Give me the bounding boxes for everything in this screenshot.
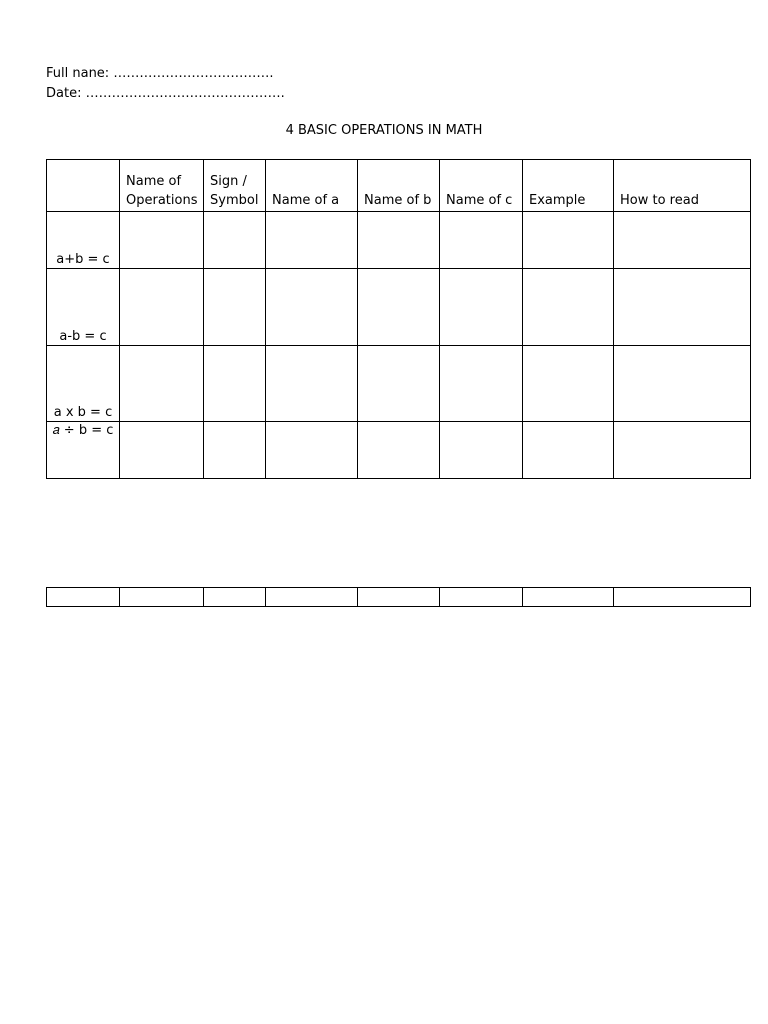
- table-cell: [358, 588, 440, 607]
- row-label-addition: a+b = c: [47, 212, 120, 269]
- table-row-multiplication: [47, 346, 751, 422]
- table-cell: [47, 588, 120, 607]
- table-cell: [120, 422, 204, 479]
- table-cell: [358, 422, 440, 479]
- table-cell: [614, 346, 751, 422]
- date-line: Date: ……………………………………….: [46, 86, 285, 101]
- table-cell: [614, 212, 751, 269]
- table-cell: [614, 269, 751, 346]
- header-cell-name-of-operations: Name of Operations: [120, 160, 204, 212]
- header-cell-name-of-b: Name of b: [358, 160, 440, 212]
- table-cell: [266, 422, 358, 479]
- table-cell: [204, 588, 266, 607]
- row-label-division: 𝑎 ÷ b = c: [47, 422, 120, 479]
- blank-table: [46, 587, 751, 607]
- table-cell: [614, 422, 751, 479]
- table-cell: [266, 269, 358, 346]
- table-cell: [204, 346, 266, 422]
- table-cell: [440, 588, 523, 607]
- header-cell-name-of-a: Name of a: [266, 160, 358, 212]
- table-row-division: [47, 422, 751, 479]
- page-title: 4 BASIC OPERATIONS IN MATH: [285, 123, 483, 138]
- table-cell: [614, 588, 751, 607]
- header-cell-blank: [47, 160, 120, 212]
- row-label-multiplication: a x b = c: [47, 346, 120, 422]
- table-cell: [266, 346, 358, 422]
- blank-table-row: [47, 588, 751, 607]
- table-cell: [204, 212, 266, 269]
- operations-table: [46, 159, 751, 479]
- table-cell: [358, 346, 440, 422]
- table-cell: [204, 422, 266, 479]
- header-cell-example: Example: [523, 160, 614, 212]
- table-cell: [440, 212, 523, 269]
- table-header-row: [47, 160, 751, 212]
- table-cell: [120, 346, 204, 422]
- table-cell: [440, 422, 523, 479]
- table-cell: [523, 346, 614, 422]
- table-cell: [120, 588, 204, 607]
- table-row-addition: [47, 212, 751, 269]
- table-cell: [120, 269, 204, 346]
- header-cell-name-of-c: Name of c: [440, 160, 523, 212]
- table-cell: [266, 588, 358, 607]
- table-cell: [440, 269, 523, 346]
- table-cell: [358, 212, 440, 269]
- table-cell: [523, 269, 614, 346]
- table-cell: [120, 212, 204, 269]
- table-cell: [523, 588, 614, 607]
- table-cell: [523, 212, 614, 269]
- table-cell: [358, 269, 440, 346]
- header-cell-sign-symbol: Sign / Symbol: [204, 160, 266, 212]
- table-cell: [440, 346, 523, 422]
- table-row-subtraction: [47, 269, 751, 346]
- row-label-subtraction: a-b = c: [47, 269, 120, 346]
- table-cell: [204, 269, 266, 346]
- table-cell: [523, 422, 614, 479]
- full-name-line: Full nane: ……………………………….: [46, 66, 274, 81]
- table-cell: [266, 212, 358, 269]
- header-cell-how-to-read: How to read: [614, 160, 751, 212]
